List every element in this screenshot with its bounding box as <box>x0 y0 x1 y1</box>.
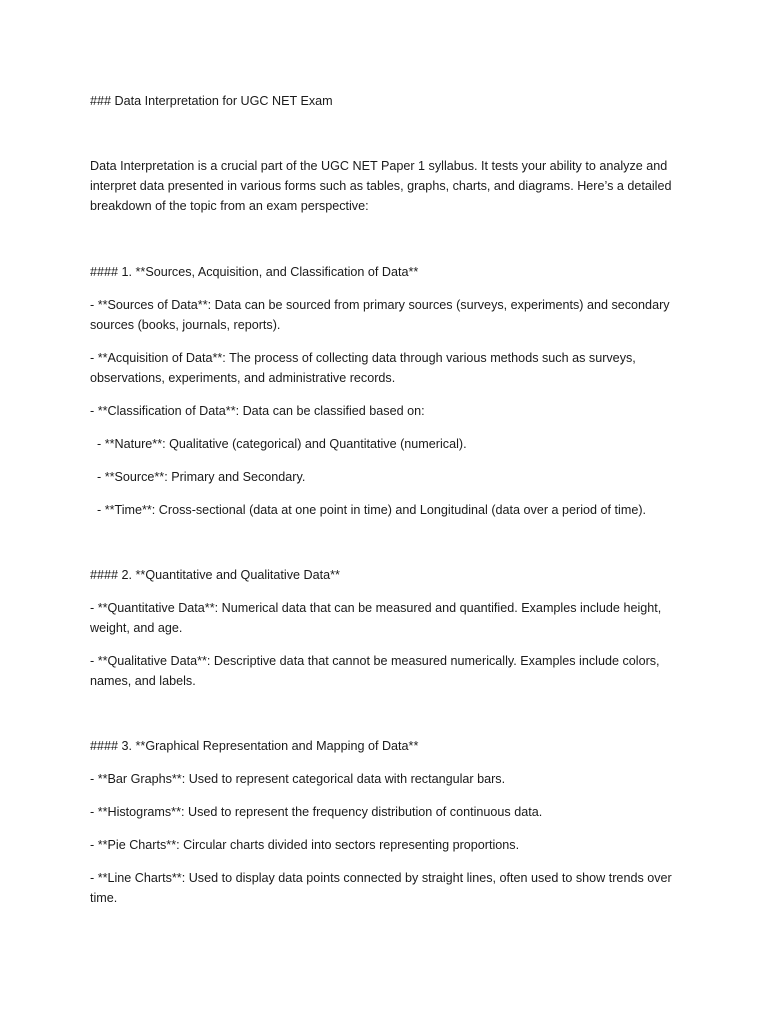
sub-list-item: - **Time**: Cross-sectional (data at one point in time) and Longitudinal (data over a period of time). <box>90 503 647 517</box>
sub-list-item: - **Source**: Primary and Secondary. <box>90 470 306 484</box>
list-item: - **Qualitative Data**: Descriptive data that cannot be measured numerically. Examples include colors, names, and labels. <box>90 654 660 688</box>
list-item: - **Histograms**: Used to represent the frequency distribution of continuous data. <box>90 805 543 819</box>
sub-list-item: - **Nature**: Qualitative (categorical) and Quantitative (numerical). <box>90 437 467 451</box>
section-2 <box>90 565 686 691</box>
list-item: - **Sources of Data**: Data can be sourced from primary sources (surveys, experiments) and secondary sources (books, journals, reports). <box>90 298 670 332</box>
list-item: - **Quantitative Data**: Numerical data that can be measured and quantified. Examples include height, weight, and age. <box>90 601 662 635</box>
section-3 <box>90 736 686 908</box>
list-item: - **Classification of Data**: Data can be classified based on: <box>90 404 425 418</box>
intro-paragraph: Data Interpretation is a crucial part of the UGC NET Paper 1 syllabus. It tests your ability to analyze and interpret data presented in various forms such as tables, graphs, charts, and diagrams. Here’s a detailed breakdown of the topic from an exam perspective: <box>90 159 672 213</box>
list-item: - **Bar Graphs**: Used to represent categorical data with rectangular bars. <box>90 772 506 786</box>
list-item: - **Acquisition of Data**: The process of collecting data through various methods such as surveys, observations, experiments, and administrative records. <box>90 351 636 385</box>
list-item: - **Line Charts**: Used to display data points connected by straight lines, often used to show trends over time. <box>90 871 672 905</box>
section-2-heading: #### 2. **Quantitative and Qualitative Data** <box>90 568 340 582</box>
document-title: ### Data Interpretation for UGC NET Exam <box>90 94 333 108</box>
section-3-heading: #### 3. **Graphical Representation and Mapping of Data** <box>90 739 419 753</box>
section-1 <box>90 262 686 520</box>
section-1-heading: #### 1. **Sources, Acquisition, and Classification of Data** <box>90 265 419 279</box>
list-item: - **Pie Charts**: Circular charts divided into sectors representing proportions. <box>90 838 520 852</box>
document-page <box>90 91 686 908</box>
